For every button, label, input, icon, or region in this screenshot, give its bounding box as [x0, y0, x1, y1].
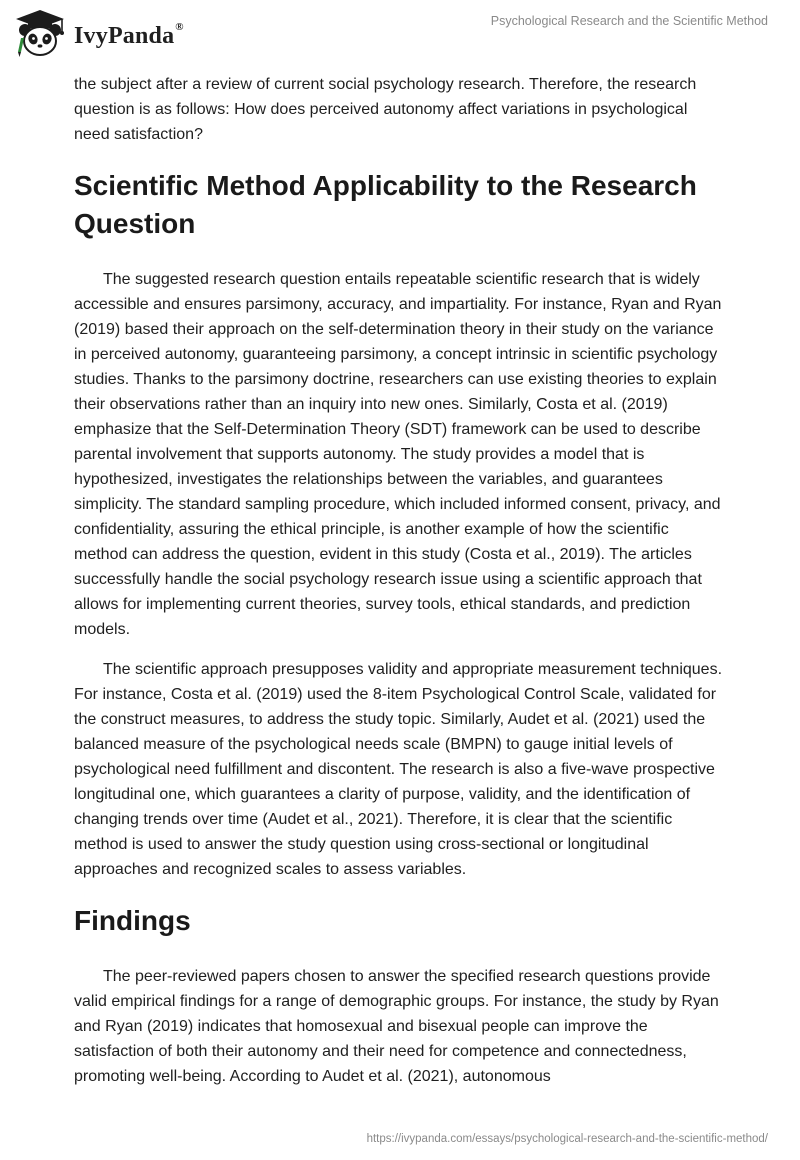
paragraph: The peer-reviewed papers chosen to answer the specified research questions provide valid empirical findings for a range of demographic groups. For instance, the study by Ryan and Ryan (2019) indicates that homosexual and bisexual people can improve the satisfaction of both their autonomy and their need for competence and connectedness, promoting well-being. According to Audet et al. (2021), autonomous: [74, 968, 719, 1085]
paragraph: The scientific approach presupposes validity and appropriate measurement techniques. For instance, Costa et al. (2019) used the 8-item Psychological Control Scale, validated for the construct measures, to address the study topic. Similarly, Audet et al. (2021) used the balanced measure of the psychological needs scale (BMPN) to gauge initial levels of psychological need fulfillment and discontent. The research is also a five-wave prospective longitudinal one, which guarantees a clarity of purpose, validity, and the identification of changing trends over time (Audet et al., 2021). Therefore, it is clear that the scientific method is used to answer the study question using cross-sectional or longitudinal approaches and recognized scales to assess variables.: [74, 661, 723, 878]
intro-paragraph: the subject after a review of current social psychology research. Therefore, the research question is as follows: How does perceived autonomy affect variations in psychological need satisfaction?: [74, 76, 697, 143]
running-title: Psychological Research and the Scientific Method: [490, 14, 768, 28]
paragraph: The suggested research question entails repeatable scientific research that is widely accessible and ensures parsimony, accuracy, and impartiality. For instance, Ryan and Ryan (2019) based their approach on the self-determination theory in their study on the variance in perceived autonomy, guaranteeing parsimony, a concept intrinsic in scientific psychology studies. Thanks to the parsimony doctrine, researchers can use existing theories to explain their observations rather than an inquiry into new ones. Similarly, Costa et al. (2019) emphasize that the Self-Determination Theory (SDT) framework can be used to describe parental involvement that supports autonomy. The study provides a model that is hypothesized, investigates the relationships between the variables, and guarantees simplicity. The standard sampling procedure, which included informed consent, privacy, and confidentiality, assuring the ethical principle, is another example of how the scientific method can address the question, evident in this study (Costa et al., 2019). The articles successfully handle the social psychology research issue using a scientific approach that allows for implementing current theories, survey tools, ethical standards, and prediction models.: [74, 271, 722, 638]
registered-mark: ®: [175, 20, 184, 33]
panda-graduate-icon: [12, 8, 68, 60]
section-heading-findings: Findings: [74, 905, 191, 936]
page-header: [0, 0, 800, 62]
brand-logo[interactable]: [12, 8, 184, 60]
brand-name-text: IvyPanda: [74, 22, 175, 49]
section-heading-scientific-method: Scientific Method Applicability to the Research Question: [74, 170, 697, 239]
source-url[interactable]: https://ivypanda.com/essays/psychological-research-and-the-scientific-method/: [366, 1133, 768, 1145]
article-body: [74, 72, 726, 1104]
brand-name: [74, 20, 184, 50]
